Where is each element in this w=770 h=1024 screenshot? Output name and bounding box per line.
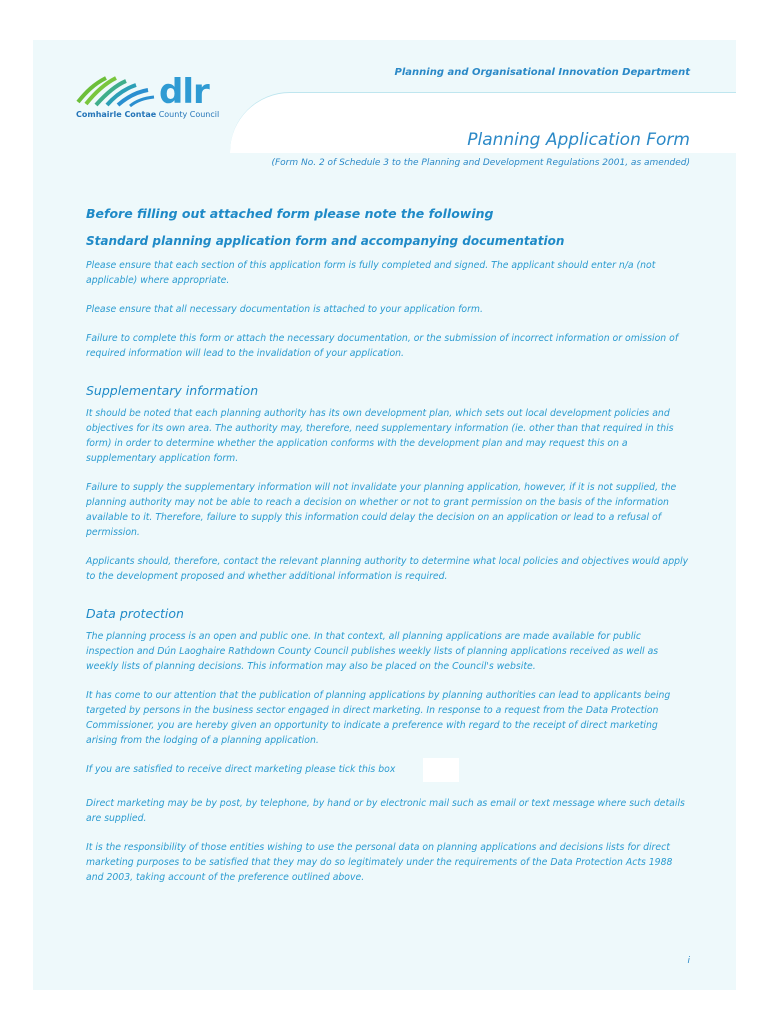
intro-paragraph: Failure to complete this form or attach the necessary documentation, or the submission of incorrect information or omission of required information will lead to the invalidation of your application. — [86, 333, 679, 359]
department-name: Planning and Organisational Innovation Department — [394, 67, 690, 78]
form-subtitle: (Form No. 2 of Schedule 3 to the Planning and Development Regulations 2001, as amended) — [271, 158, 690, 168]
data-protection-paragraph: It is the responsibility of those entities wishing to use the personal data on planning applications and decisions lists for direct marketing purposes to be satisfied that they may do so legitimately under the requirements of the Data Protection Acts 1988 and 2003, taking account of the preference outlined above. — [86, 842, 673, 883]
supplementary-heading: Supplementary information — [86, 383, 259, 398]
logo-caption — [76, 110, 219, 119]
data-protection-section — [86, 606, 691, 885]
document-body — [86, 206, 691, 899]
data-protection-paragraph: It has come to our attention that the publication of planning applications by planning authorities can lead to applicants being targeted by persons in the business sector engaged in direct marketing. In response to a request from the Data Protection Commissioner, you are hereby given an opportunity to indicate a preference with regard to the receipt of direct marketing arising from the lodging of a planning application. — [86, 690, 671, 746]
supplementary-paragraph: Applicants should, therefore, contact the relevant planning authority to determine what local policies and objectives would apply to the development proposed and whether additional information is required. — [86, 556, 689, 582]
direct-marketing-label: If you are satisfied to receive direct marketing please tick this box — [86, 764, 396, 775]
supplementary-section — [86, 383, 691, 584]
logo-text: dlr — [159, 72, 209, 112]
data-protection-paragraph: Direct marketing may be by post, by telephone, by hand or by electronic mail such as email or text message where such details are supplied. — [86, 798, 685, 824]
data-protection-heading: Data protection — [86, 606, 184, 621]
logo-caption-rest: County Council — [156, 110, 220, 119]
intro-paragraph: Please ensure that all necessary documentation is attached to your application form. — [86, 304, 483, 315]
intro-subheading: Standard planning application form and accompanying documentation — [86, 234, 565, 248]
intro-heading: Before filling out attached form please note the following — [86, 206, 494, 221]
logo-caption-bold: Comhairle Contae — [76, 110, 157, 119]
direct-marketing-checkbox[interactable] — [423, 758, 459, 782]
page-number: i — [687, 956, 690, 966]
dlr-logo — [76, 72, 220, 124]
form-title: Planning Application Form — [467, 130, 690, 150]
intro-paragraph: Please ensure that each section of this application form is fully completed and signed. The applicant should enter n/a (not applicable) where appropriate. — [86, 260, 656, 286]
data-protection-paragraph: The planning process is an open and public one. In that context, all planning applications are made available for public inspection and Dún Laoghaire Rathdown County Council publishes weekly lists of planning applications received as well as weekly lists of planning decisions. This information may also be placed on the Council's website. — [86, 631, 659, 672]
supplementary-paragraph: Failure to supply the supplementary information will not invalidate your planning application, however, if it is not supplied, the planning authority may not be able to reach a decision on whether or not to grant permission on the basis of the information available to it. Therefore, failure to supply this information could delay the decision on an application or lead to a refusal of permission. — [86, 482, 677, 538]
logo-waves-icon — [76, 72, 158, 108]
supplementary-paragraph: It should be noted that each planning authority has its own development plan, which sets out local development policies and objectives for its own area. The authority may, therefore, need supplementary information (ie. other than that required in this form) in order to determine whether the application conforms with the development plan and may request this on a supplementary application form. — [86, 408, 674, 464]
direct-marketing-row — [86, 762, 691, 782]
